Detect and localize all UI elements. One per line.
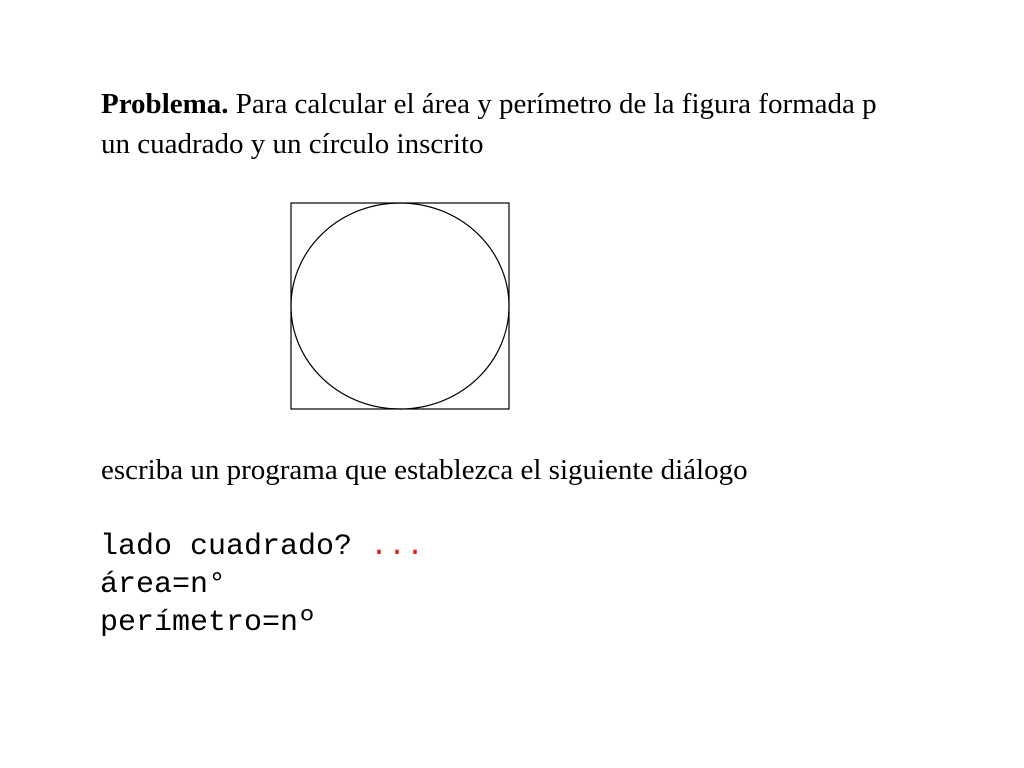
problem-line-1: [101, 84, 1024, 124]
problem-line-1-text: Para calcular el área y perímetro de la figura formada p: [228, 88, 877, 120]
inscribed-circle-shape: [291, 203, 509, 409]
dialog-perimeter-line: perímetro=nº: [100, 606, 317, 640]
problem-line-2: un cuadrado y un círculo inscrito: [101, 128, 484, 160]
instruction-text: escriba un programa que establezca el siguiente diálogo: [101, 454, 748, 486]
dialog-sample: [100, 528, 424, 642]
problem-statement: [101, 84, 1024, 164]
dialog-prompt-line: [100, 528, 424, 566]
dialog-ellipsis: ...: [370, 530, 425, 564]
dialog-area-line: área=n°: [100, 568, 227, 602]
dialog-prompt: lado cuadrado?: [100, 530, 371, 564]
square-inscribed-circle-figure: [290, 202, 510, 410]
square-shape: [291, 203, 509, 409]
problem-label: Problema.: [101, 88, 229, 120]
